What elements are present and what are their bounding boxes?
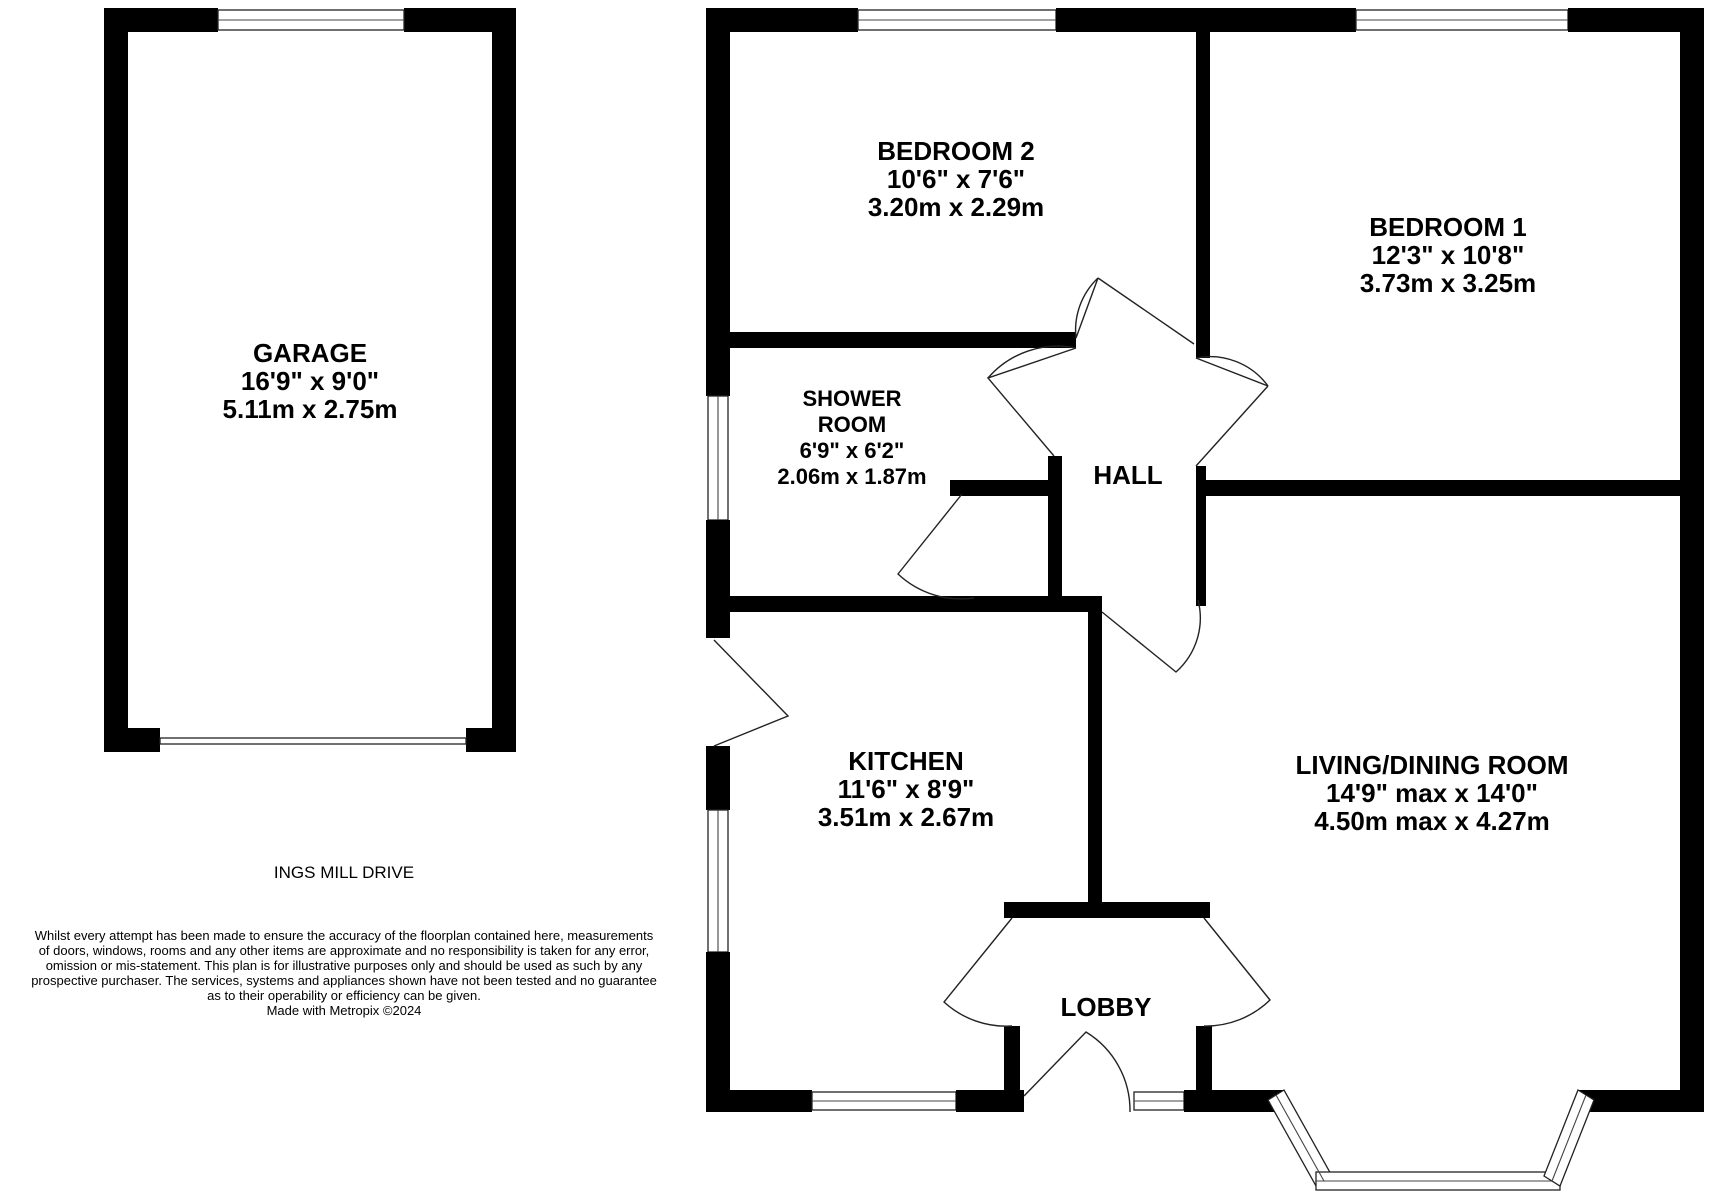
left-wall-d (706, 952, 730, 1112)
garage-wall-right (492, 8, 516, 752)
bedroom2-label (868, 136, 1044, 222)
front-door (1024, 1032, 1130, 1112)
shower-name-line2: ROOM (817, 412, 887, 437)
hall-name: HALL (1093, 460, 1163, 490)
bedroom2-name: BEDROOM 2 (877, 136, 1035, 166)
right-wall (1680, 8, 1704, 1112)
internal-walls (706, 8, 1686, 1112)
living-door (1102, 600, 1200, 672)
garage-name: GARAGE (252, 338, 368, 368)
bay-window (1268, 1090, 1594, 1190)
living-metric: 4.50m max x 4.27m (1314, 806, 1550, 836)
disclaimer-line: Made with Metropix ©2024 (266, 1003, 422, 1018)
kitchen-metric: 3.51m x 2.67m (817, 802, 995, 832)
bedroom1-label (1360, 212, 1536, 298)
shower-door (898, 494, 974, 599)
disclaimer (31, 928, 657, 1018)
bedroom1-metric: 3.73m x 3.25m (1359, 268, 1537, 298)
bedroom2-imperial: 10'6" x 7'6" (886, 164, 1026, 194)
bedroom1-name: BEDROOM 1 (1369, 212, 1527, 242)
disclaimer-line: omission or mis-statement. This plan is for illustrative purposes only and should be used as such by any (45, 958, 643, 973)
shower-imperial: 6'9" x 6'2" (799, 438, 905, 463)
kitchen-imperial: 11'6" x 8'9" (837, 774, 975, 804)
living-label (1296, 750, 1569, 836)
hall-left-door (988, 348, 1076, 456)
garage-wall-bottom-left (104, 728, 160, 752)
bedroom1-imperial: 12'3" x 10'8" (1371, 240, 1525, 270)
bedroom2-door (1076, 278, 1098, 338)
doors (714, 278, 1270, 1112)
disclaimer-line: of doors, windows, rooms and any other items are approximate and no responsibility is taken for any error, (38, 943, 650, 958)
bottom-wall-d (1578, 1090, 1704, 1112)
kitchen-label (818, 746, 994, 832)
garage-label (223, 338, 398, 424)
living-imperial: 14'9" max x 14'0" (1326, 778, 1538, 808)
living-name: LIVING/DINING ROOM (1295, 750, 1569, 780)
lobby-left-door (944, 918, 1012, 1026)
street-label: INGS MILL DRIVE (273, 863, 415, 882)
garage-wall-bottom-right (466, 728, 516, 752)
lobby-name: LOBBY (1060, 992, 1152, 1022)
shower-name-line1: SHOWER (802, 386, 902, 411)
shower-room-label (777, 386, 926, 489)
kitchen-back-door (714, 640, 788, 746)
garage-metric: 5.11m x 2.75m (222, 394, 398, 424)
lobby-right-door (1204, 918, 1270, 1026)
disclaimer-line: Whilst every attempt has been made to ensure the accuracy of the floorplan contained here, measurements (34, 928, 654, 943)
disclaimer-line: as to their operability or efficiency can be given. (207, 988, 481, 1003)
bedroom2-metric: 3.20m x 2.29m (867, 192, 1045, 222)
disclaimer-line: prospective purchaser. The services, systems and appliances shown have not been tested and no guarantee (31, 973, 657, 988)
left-wall-b (706, 520, 730, 638)
garage-door (160, 738, 466, 744)
bottom-wall-a (706, 1090, 812, 1112)
garage-wall-left (104, 8, 128, 752)
shower-metric: 2.06m x 1.87m (777, 464, 927, 489)
left-wall-c (706, 746, 730, 810)
garage-imperial: 16'9" x 9'0" (240, 366, 380, 396)
kitchen-name: KITCHEN (848, 746, 964, 776)
